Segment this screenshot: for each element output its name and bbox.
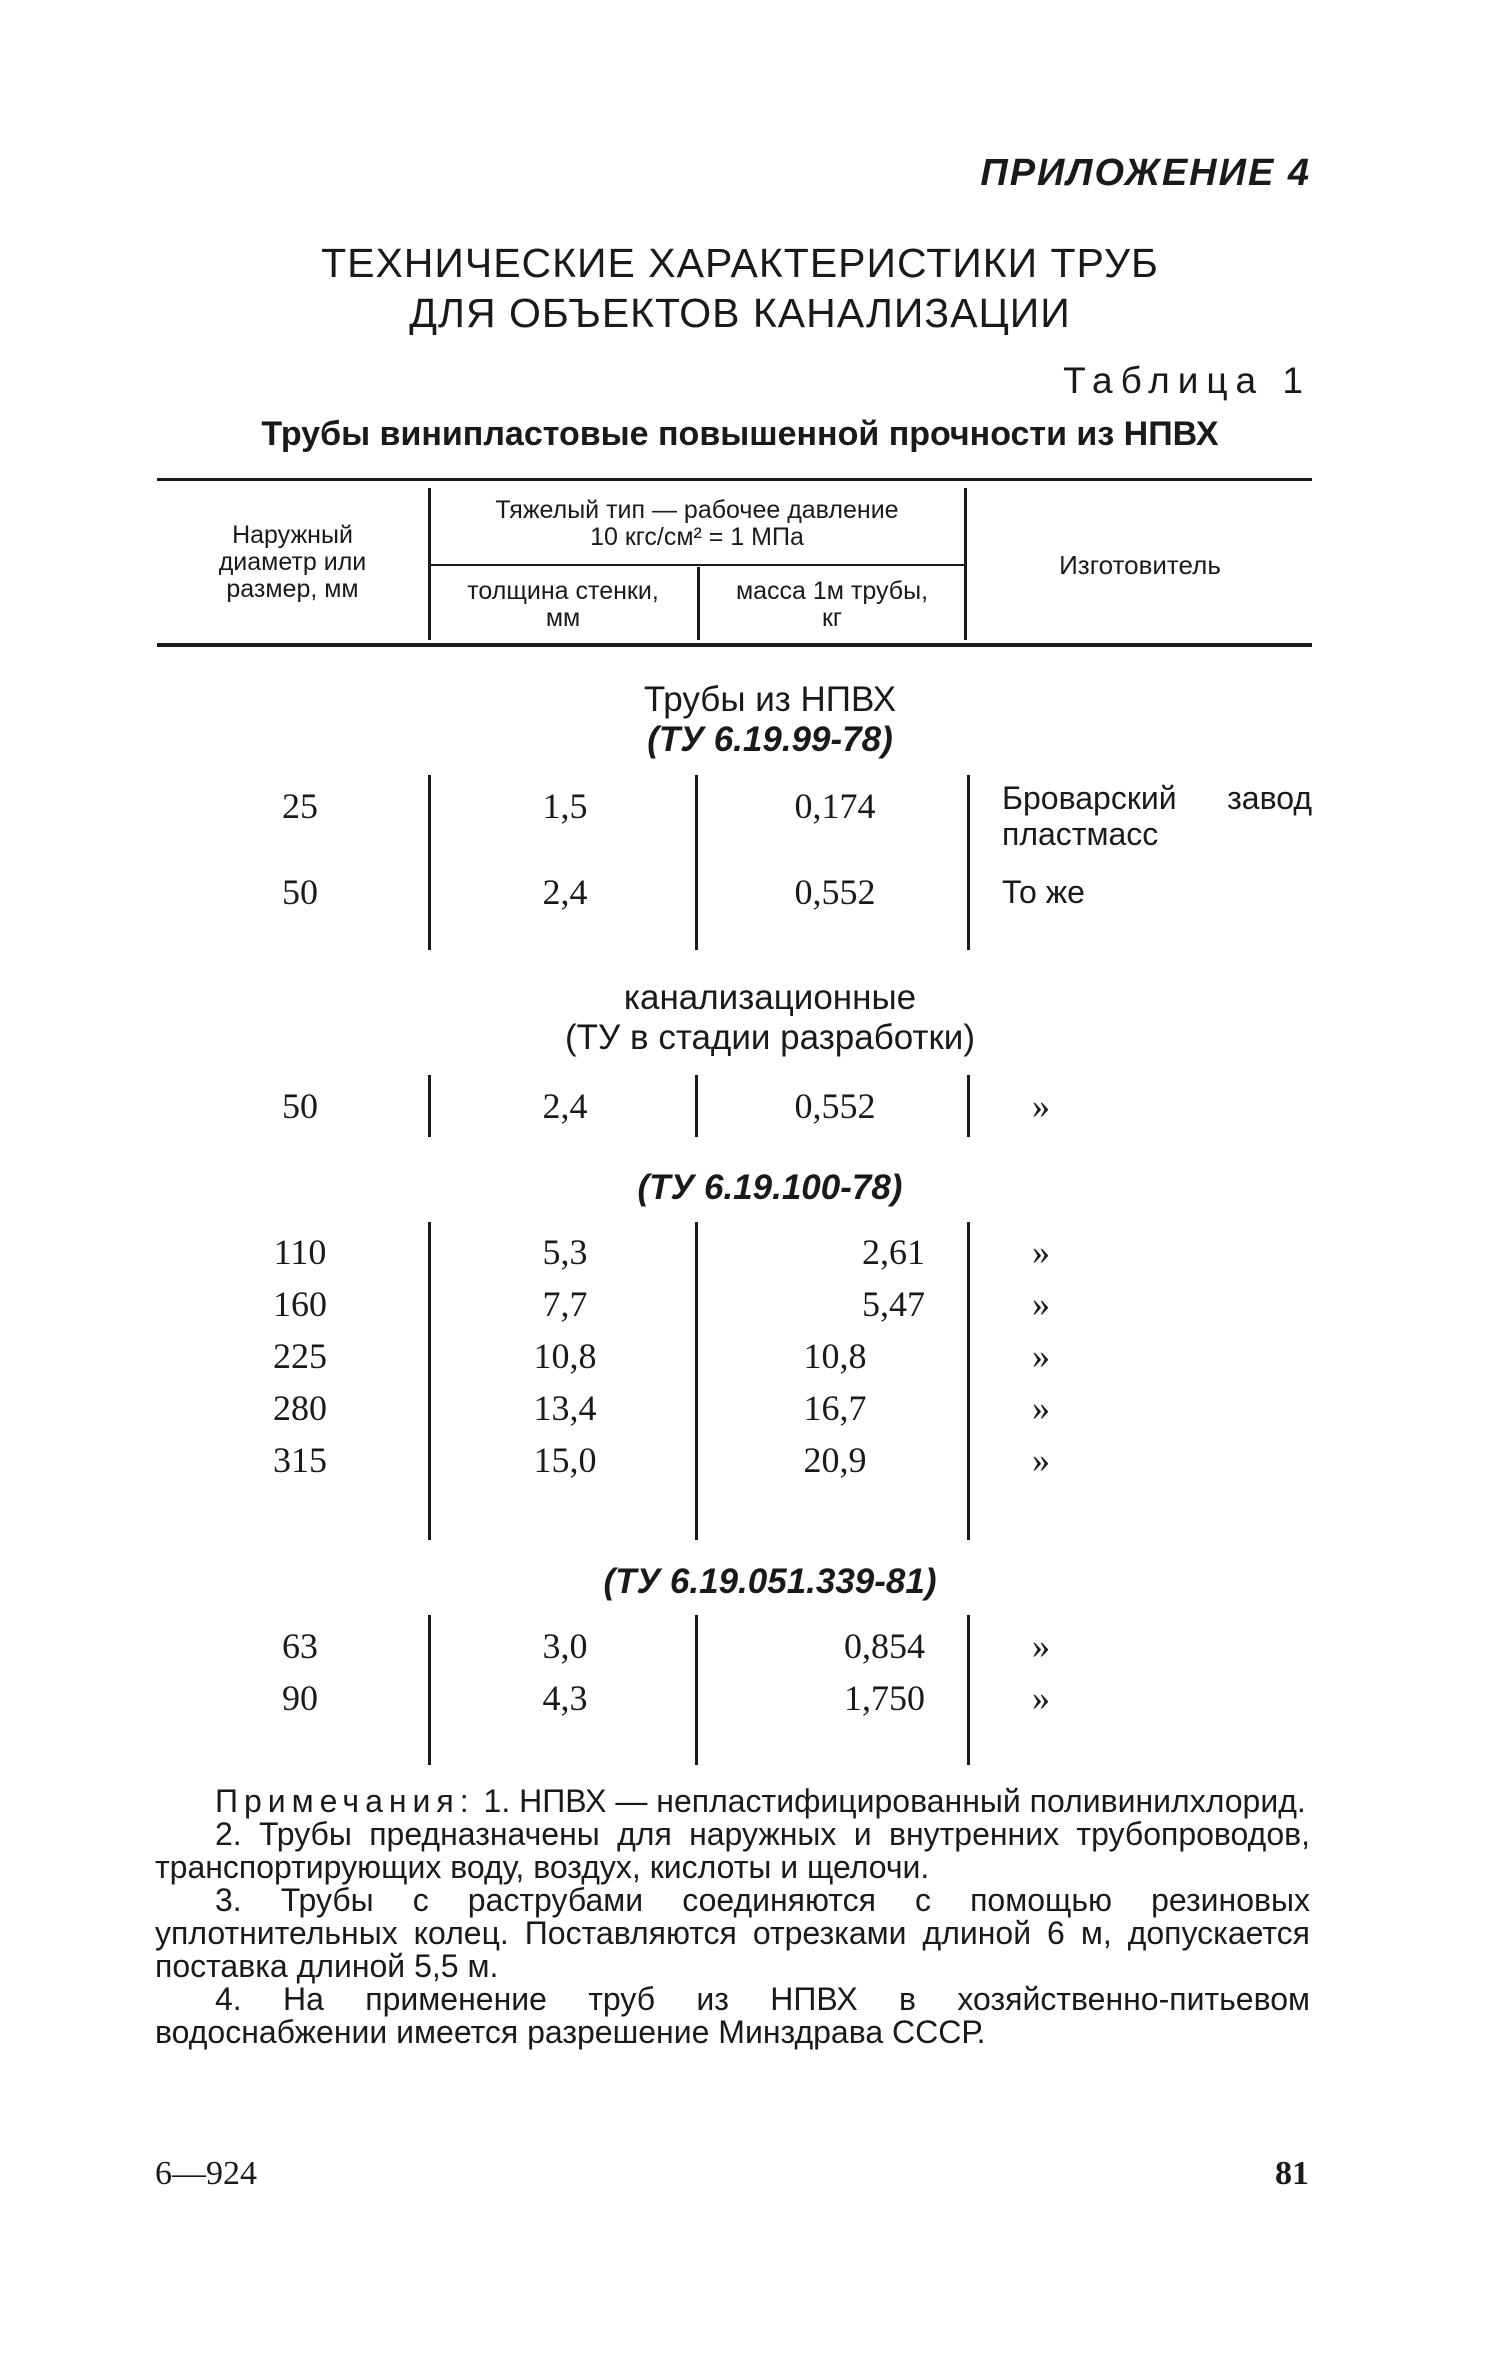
cell-manufacturer: »	[1032, 1626, 1050, 1666]
cell-thickness: 7,7	[542, 1284, 588, 1324]
header-heavy-type-group: Тяжелый тип — рабочее давление 10 кгс/см² = 1 МПа	[495, 496, 899, 551]
section-subtitle: (ТУ 6.19.051.339-81)	[603, 1562, 937, 1601]
table-number: Таблица 1	[1063, 360, 1311, 401]
cell-diameter: 50	[282, 1086, 318, 1126]
page-number: 81	[1275, 2155, 1309, 2192]
cell-diameter: 110	[273, 1232, 327, 1272]
cell-manufacturer: То же	[1002, 874, 1085, 910]
section-subtitle: (ТУ 6.19.100-78)	[637, 1168, 903, 1207]
note-3: 3. Трубы с раструбами соединяются с помощью резиновых уплотнительных колец. Поставляются отрезками длиной 6 м, допускается поставка длиной 5,5 м.	[155, 1882, 1310, 1984]
header-manufacturer: Изготовитель	[1059, 550, 1221, 580]
cell-mass: 0,174	[794, 786, 876, 826]
cell-mass: 16,7	[803, 1388, 867, 1428]
note-1: Примечания: 1. НПВХ — непластифицированный поливинилхлорид.	[215, 1783, 1306, 1819]
section-title: канализационные	[623, 978, 917, 1017]
cell-mass: 10,8	[803, 1336, 867, 1376]
section-subtitle: (ТУ 6.19.99-78)	[647, 720, 893, 759]
cell-manufacturer: »	[1032, 1086, 1050, 1126]
cell-diameter: 25	[282, 786, 318, 826]
page-title-line-1: ТЕХНИЧЕСКИЕ ХАРАКТЕРИСТИКИ ТРУБ	[321, 240, 1159, 286]
column-divider	[428, 1615, 431, 1765]
cell-thickness: 10,8	[533, 1336, 597, 1376]
cell-diameter: 63	[282, 1626, 318, 1666]
cell-mass: 5,47	[862, 1284, 925, 1324]
column-divider	[967, 1222, 970, 1540]
column-divider	[967, 1615, 970, 1765]
cell-mass: 20,9	[803, 1440, 867, 1480]
header-mass: масса 1м трубы, кг	[735, 577, 929, 632]
cell-thickness: 2,4	[542, 872, 588, 912]
cell-thickness: 5,3	[542, 1232, 588, 1272]
note-2: 2. Трубы предназначены для наружных и внутренних трубопроводов, транспортирующих воду, воздух, кислоты и щелочи.	[155, 1816, 1310, 1885]
cell-thickness: 1,5	[542, 786, 588, 826]
column-divider	[428, 775, 431, 950]
section-title: Трубы из НПВХ	[643, 680, 897, 719]
table-header-bottom-rule	[157, 643, 1312, 647]
cell-thickness: 15,0	[533, 1440, 597, 1480]
cell-manufacturer: »	[1032, 1440, 1050, 1480]
column-divider	[695, 1222, 698, 1540]
cell-thickness: 13,4	[533, 1388, 597, 1428]
column-divider	[967, 1075, 970, 1137]
header-wall-thickness: толщина стенки, мм	[467, 577, 659, 632]
column-divider	[428, 1222, 431, 1540]
header-divider-2	[697, 567, 700, 640]
cell-manufacturer: »	[1032, 1388, 1050, 1428]
header-diameter: Наружный диаметр или размер, мм	[218, 521, 367, 603]
print-code: 6—924	[155, 2155, 257, 2192]
cell-manufacturer: »	[1032, 1678, 1050, 1718]
cell-mass: 1,750	[844, 1678, 925, 1718]
cell-mass: 2,61	[862, 1232, 925, 1272]
cell-manufacturer: »	[1032, 1284, 1050, 1324]
column-divider	[967, 775, 970, 950]
table-top-rule	[157, 478, 1312, 481]
cell-manufacturer: Броварский завод пластмасс	[1002, 780, 1312, 852]
cell-mass: 0,854	[844, 1626, 925, 1666]
column-divider	[695, 1075, 698, 1137]
header-group-rule	[430, 564, 964, 566]
notes-heading: Примечания:	[215, 1783, 475, 1819]
table-caption: Трубы винипластовые повышенной прочности из НПВХ	[261, 415, 1219, 453]
cell-thickness: 3,0	[542, 1626, 588, 1666]
notes-block	[155, 1785, 1310, 2049]
note-4: 4. На применение труб из НПВХ в хозяйственно-питьевом водоснабжении имеется разрешение Минздрава СССР.	[155, 1981, 1310, 2050]
cell-diameter: 160	[273, 1284, 327, 1324]
column-divider	[695, 1615, 698, 1765]
cell-diameter: 50	[282, 872, 318, 912]
cell-thickness: 2,4	[542, 1086, 588, 1126]
section-subtitle: (ТУ в стадии разработки)	[565, 1018, 975, 1057]
cell-thickness: 4,3	[542, 1678, 588, 1718]
appendix-label: ПРИЛОЖЕНИЕ 4	[980, 152, 1311, 194]
cell-manufacturer: »	[1032, 1232, 1050, 1272]
cell-mass: 0,552	[794, 1086, 876, 1126]
column-divider	[428, 1075, 431, 1137]
cell-diameter: 315	[273, 1440, 327, 1480]
cell-diameter: 280	[273, 1388, 327, 1428]
header-divider-3	[964, 488, 967, 640]
cell-mass: 0,552	[794, 872, 876, 912]
column-divider	[695, 775, 698, 950]
page-title-line-2: ДЛЯ ОБЪЕКТОВ КАНАЛИЗАЦИИ	[409, 290, 1071, 336]
cell-diameter: 225	[273, 1336, 327, 1376]
cell-manufacturer: »	[1032, 1336, 1050, 1376]
cell-diameter: 90	[282, 1678, 318, 1718]
